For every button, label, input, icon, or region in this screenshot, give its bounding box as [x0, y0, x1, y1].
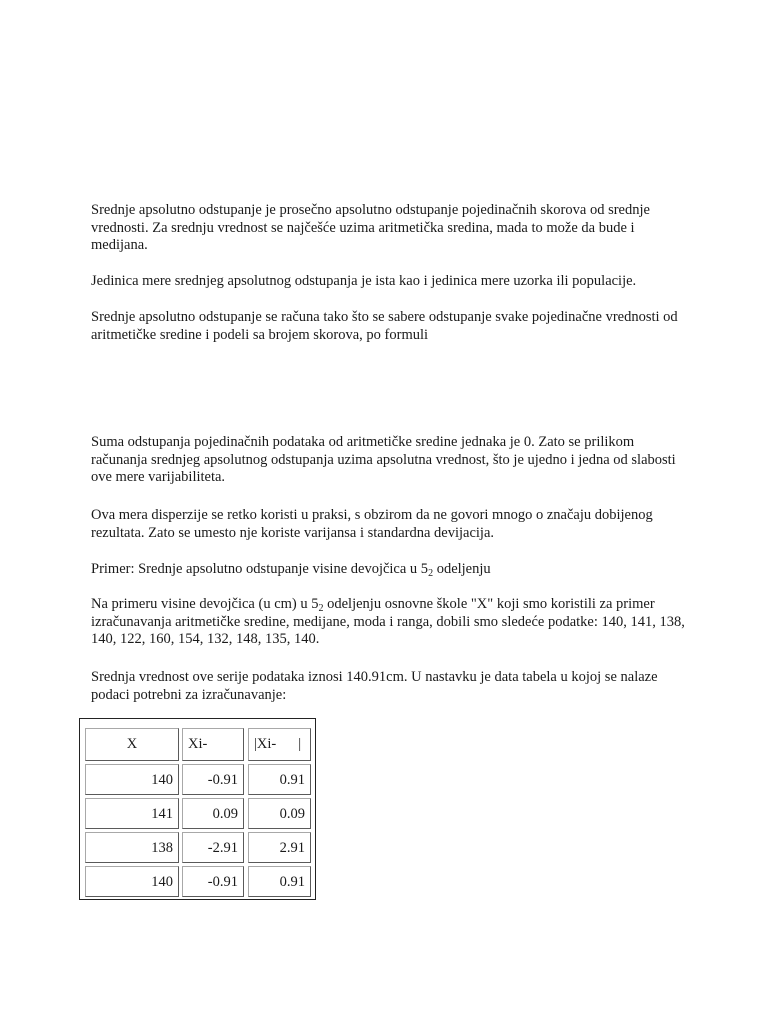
example-data-text: Na primeru visine devojčica (u cm) u 5 [91, 596, 319, 612]
example-title-suffix: odeljenju [433, 561, 491, 577]
table-cell-deviation: -0.91 [182, 866, 244, 897]
table-header-xi: Xi- [182, 728, 244, 761]
paragraph-example-data [91, 596, 691, 649]
paragraph-dispersion: Ova mera disperzije se retko koristi u praksi, s obzirom da ne govori mnogo o značaju dobijenog rezultata. Zato se umesto nje koriste varijansa i standardna devijacija. [91, 507, 653, 541]
table-cell-deviation: -0.91 [182, 764, 244, 795]
paragraph-sum-deviation: Suma odstupanja pojedinačnih podataka od aritmetičke sredine jednaka je 0. Zato se prilikom računanja srednjeg apsolutnog odstupanja uzima apsolutna vrednost, što je ujedno i jedna od slabosti ove mere varijabiliteta. [91, 434, 676, 485]
table-cell-abs-deviation: 2.91 [248, 832, 311, 863]
paragraph-formula-intro: Srednje apsolutno odstupanje se računa tako što se sabere odstupanje svake pojedinačne vrednosti od aritmetičke sredine i podeli sa brojem skorova, po formuli [91, 309, 678, 343]
paragraph-definition: Srednje apsolutno odstupanje je prosečno apsolutno odstupanje pojedinačnih skorova od srednje vrednosti. Za srednju vrednost se najčešće uzima aritmetička sredina, mada to može da bude i medijana. [91, 202, 650, 253]
abs-xi-label: |Xi- [254, 736, 277, 752]
paragraph-example-title [91, 561, 691, 579]
example-data-suffix: odeljenju osnovne škole "X" koji smo koristili za primer izračunavanja aritmetičke sredine, medijane, moda i ranga, dobili smo sledeće podatke: 140, 141, 138, 140, 122, 160, 154, 132, 148, 135, 140. [91, 596, 685, 647]
table-cell-abs-deviation: 0.09 [248, 798, 311, 829]
table-cell-deviation: 0.09 [182, 798, 244, 829]
paragraph-mean-value: Srednja vrednost ove serije podataka iznosi 140.91cm. U nastavku je data tabela u kojoj se nalaze podaci potrebni za izračunavanje: [91, 669, 658, 703]
table-cell-abs-deviation: 0.91 [248, 866, 311, 897]
deviation-table [79, 718, 316, 900]
table-cell-x: 141 [85, 798, 179, 829]
class-subscript: 2 [428, 568, 434, 579]
table-cell-x: 140 [85, 764, 179, 795]
table-header-abs-xi [248, 728, 311, 761]
abs-bar: | [298, 736, 302, 752]
table-cell-abs-deviation: 0.91 [248, 764, 311, 795]
table-header-x: X [85, 728, 179, 761]
table-cell-x: 140 [85, 866, 179, 897]
example-title-text: Primer: Srednje apsolutno odstupanje visine devojčica u 5 [91, 561, 429, 577]
class-subscript: 2 [318, 603, 324, 614]
table-cell-x: 138 [85, 832, 179, 863]
paragraph-unit: Jedinica mere srednjeg apsolutnog odstupanja je ista kao i jedinica mere uzorka ili populacije. [91, 273, 637, 289]
table-cell-deviation: -2.91 [182, 832, 244, 863]
